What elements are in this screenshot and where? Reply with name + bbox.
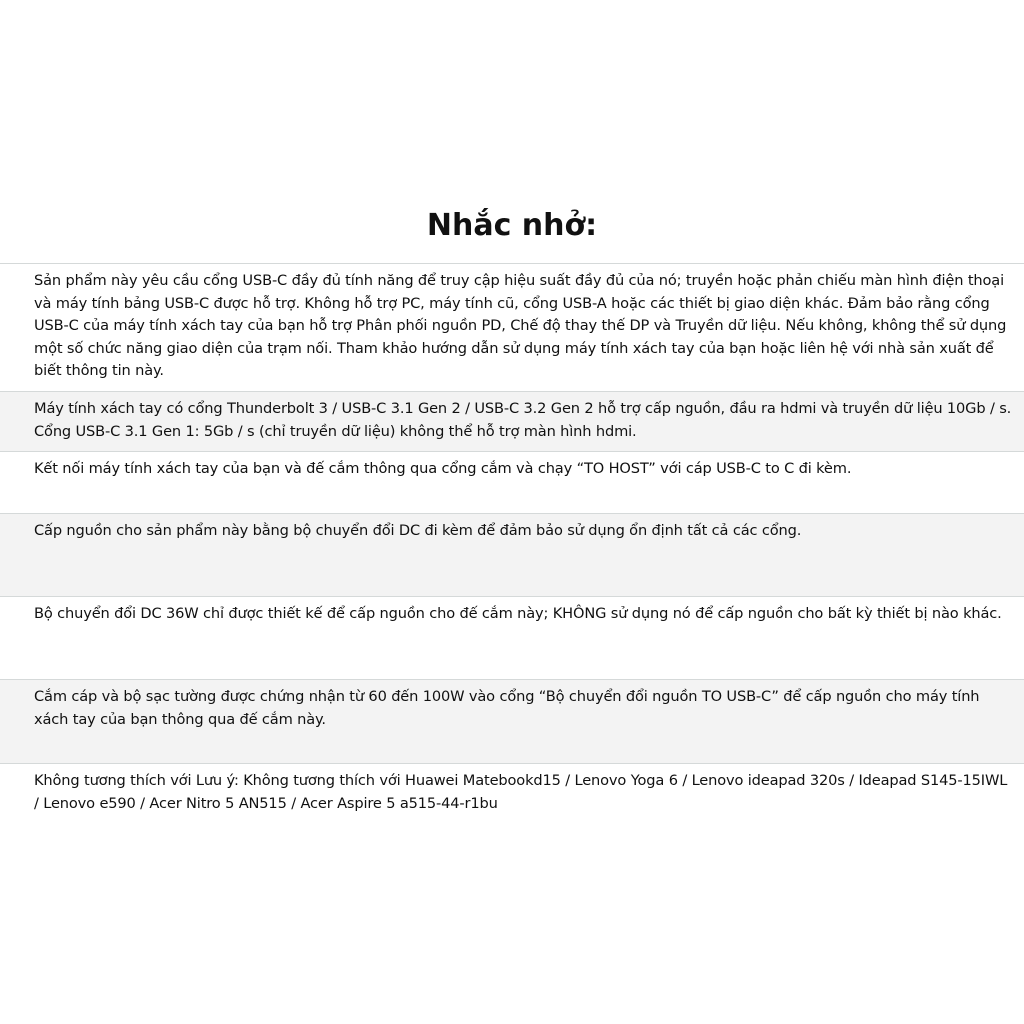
notes-list — [0, 263, 1024, 843]
note-row: Cắm cáp và bộ sạc tường được chứng nhận từ 60 đến 100W vào cổng “Bộ chuyển đổi nguồn TO USB-C” để cấp nguồn cho máy tính xách tay của bạn thông qua đế cắm này. — [0, 679, 1024, 763]
note-row: Sản phẩm này yêu cầu cổng USB-C đầy đủ tính năng để truy cập hiệu suất đầy đủ của nó; truyền hoặc phản chiếu màn hình điện thoại và máy tính bảng USB-C được hỗ trợ. Không hỗ trợ PC, máy tính cũ, cổng USB-A hoặc các thiết bị giao diện khác. Đảm bảo rằng cổng USB-C của máy tính xách tay của bạn hỗ trợ Phân phối nguồn PD, Chế độ thay thế DP và Truyền dữ liệu. Nếu không, không thể sử dụng một số chức năng giao diện của trạm nối. Tham khảo hướng dẫn sử dụng máy tính xách tay của bạn hoặc liên hệ với nhà sản xuất để biết thông tin này. — [0, 263, 1024, 391]
note-row: Máy tính xách tay có cổng Thunderbolt 3 / USB-C 3.1 Gen 2 / USB-C 3.2 Gen 2 hỗ trợ cấp nguồn, đầu ra hdmi và truyền dữ liệu 10Gb / s. Cổng USB-C 3.1 Gen 1: 5Gb / s (chỉ truyền dữ liệu) không thể hỗ trợ màn hình hdmi. — [0, 391, 1024, 451]
note-row: Không tương thích với Lưu ý: Không tương thích với Huawei Matebookd15 / Lenovo Yoga 6 / Lenovo ideapad 320s / Ideapad S145-15IWL / Lenovo e590 / Acer Nitro 5 AN515 / Acer Aspire 5 a515-44-r1bu — [0, 763, 1024, 843]
note-row: Kết nối máy tính xách tay của bạn và đế cắm thông qua cổng cắm và chạy “TO HOST” với cáp USB-C to C đi kèm. — [0, 451, 1024, 513]
page-title: Nhắc nhở: — [426, 208, 598, 243]
note-row: Cấp nguồn cho sản phẩm này bằng bộ chuyển đổi DC đi kèm để đảm bảo sử dụng ổn định tất cả các cổng. — [0, 513, 1024, 596]
note-row: Bộ chuyển đổi DC 36W chỉ được thiết kế để cấp nguồn cho đế cắm này; KHÔNG sử dụng nó để cấp nguồn cho bất kỳ thiết bị nào khác. — [0, 596, 1024, 679]
